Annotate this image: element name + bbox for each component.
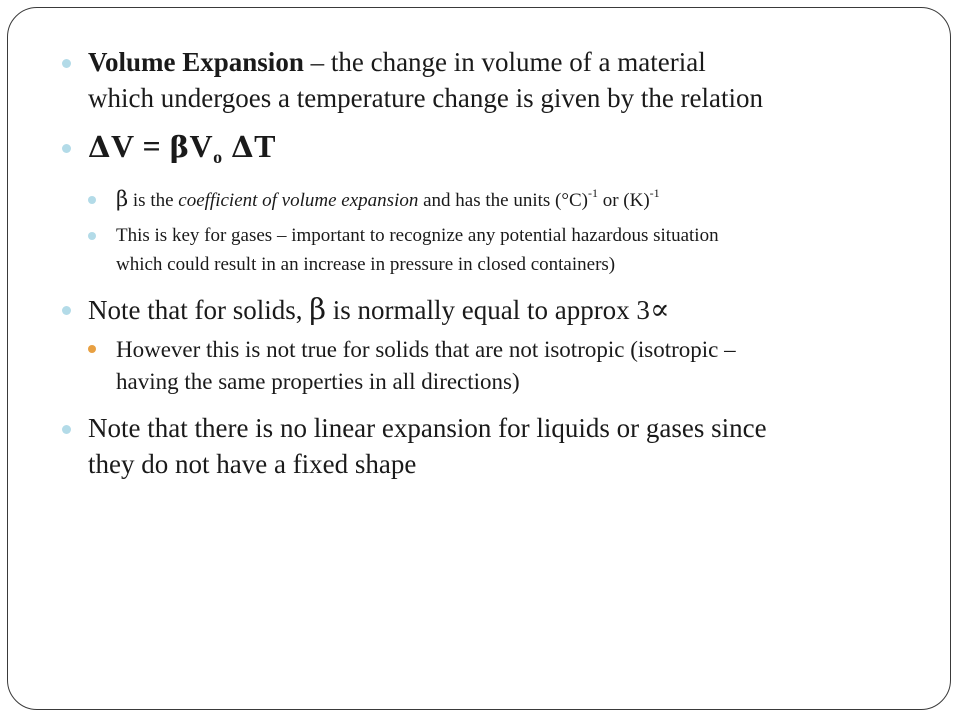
bullet-line-2: having the same properties in all directions) xyxy=(116,369,520,394)
initial-volume-text: V xyxy=(189,128,214,164)
bullet-line-1: However this is not true for solids that are not isotropic (isotropic – xyxy=(116,337,736,362)
superscript: -1 xyxy=(587,186,598,200)
beta-symbol: β xyxy=(309,292,326,326)
bullet-dot xyxy=(88,232,96,240)
bullet-line-1: Note that there is no linear expansion for liquids or gases since xyxy=(88,413,767,443)
coefficient-line xyxy=(116,185,880,215)
temperature-text: T xyxy=(254,128,277,164)
alpha-symbol: ∝ xyxy=(649,292,670,326)
definition-text: – the change in volume of a material xyxy=(303,47,706,77)
bullet-dot xyxy=(62,425,71,434)
text-segment: or (K) xyxy=(597,190,650,211)
subbullet-isotropic xyxy=(60,334,880,398)
superscript: -1 xyxy=(649,186,660,200)
delta-symbol: Δ xyxy=(88,130,112,164)
text-segment: is the xyxy=(128,190,179,211)
bullet-volume-expansion xyxy=(60,44,880,116)
bullet-line-1: This is key for gases – important to recognize any potential hazardous situation xyxy=(116,225,719,246)
delta-symbol: Δ xyxy=(231,130,255,164)
text-segment: is normally equal to approx 3 xyxy=(326,295,650,325)
volume-change-text: V = xyxy=(111,128,170,164)
bullet-line-1 xyxy=(88,291,880,328)
bullet-dot xyxy=(62,144,71,153)
subbullet-gases xyxy=(60,221,880,279)
bullet-dot xyxy=(62,59,71,68)
text-segment: and has the units (°C) xyxy=(418,190,588,211)
bullet-no-linear-expansion xyxy=(60,410,880,482)
beta-symbol: β xyxy=(169,130,190,164)
term-volume-expansion: Volume Expansion xyxy=(88,47,304,77)
bullet-line-2: they do not have a fixed shape xyxy=(88,449,417,479)
subbullet-coefficient xyxy=(60,185,880,215)
bullet-equation xyxy=(60,126,880,177)
bullet-dot xyxy=(88,345,96,353)
text-segment: Note that for solids, xyxy=(88,295,310,325)
subscript-o: o xyxy=(213,147,223,167)
bullet-line-2: which could result in an increase in pressure in closed containers) xyxy=(116,254,616,275)
bullet-line-1 xyxy=(88,44,880,80)
bullet-dot xyxy=(88,196,96,204)
equation xyxy=(88,126,880,177)
bullet-dot xyxy=(62,306,71,315)
bullet-solids xyxy=(60,291,880,328)
slide-content xyxy=(60,40,880,482)
bullet-line-2: which undergoes a temperature change is given by the relation xyxy=(88,83,764,113)
term-coefficient: coefficient of volume expansion xyxy=(178,190,419,211)
beta-symbol: β xyxy=(116,187,129,211)
spacer xyxy=(223,128,232,164)
